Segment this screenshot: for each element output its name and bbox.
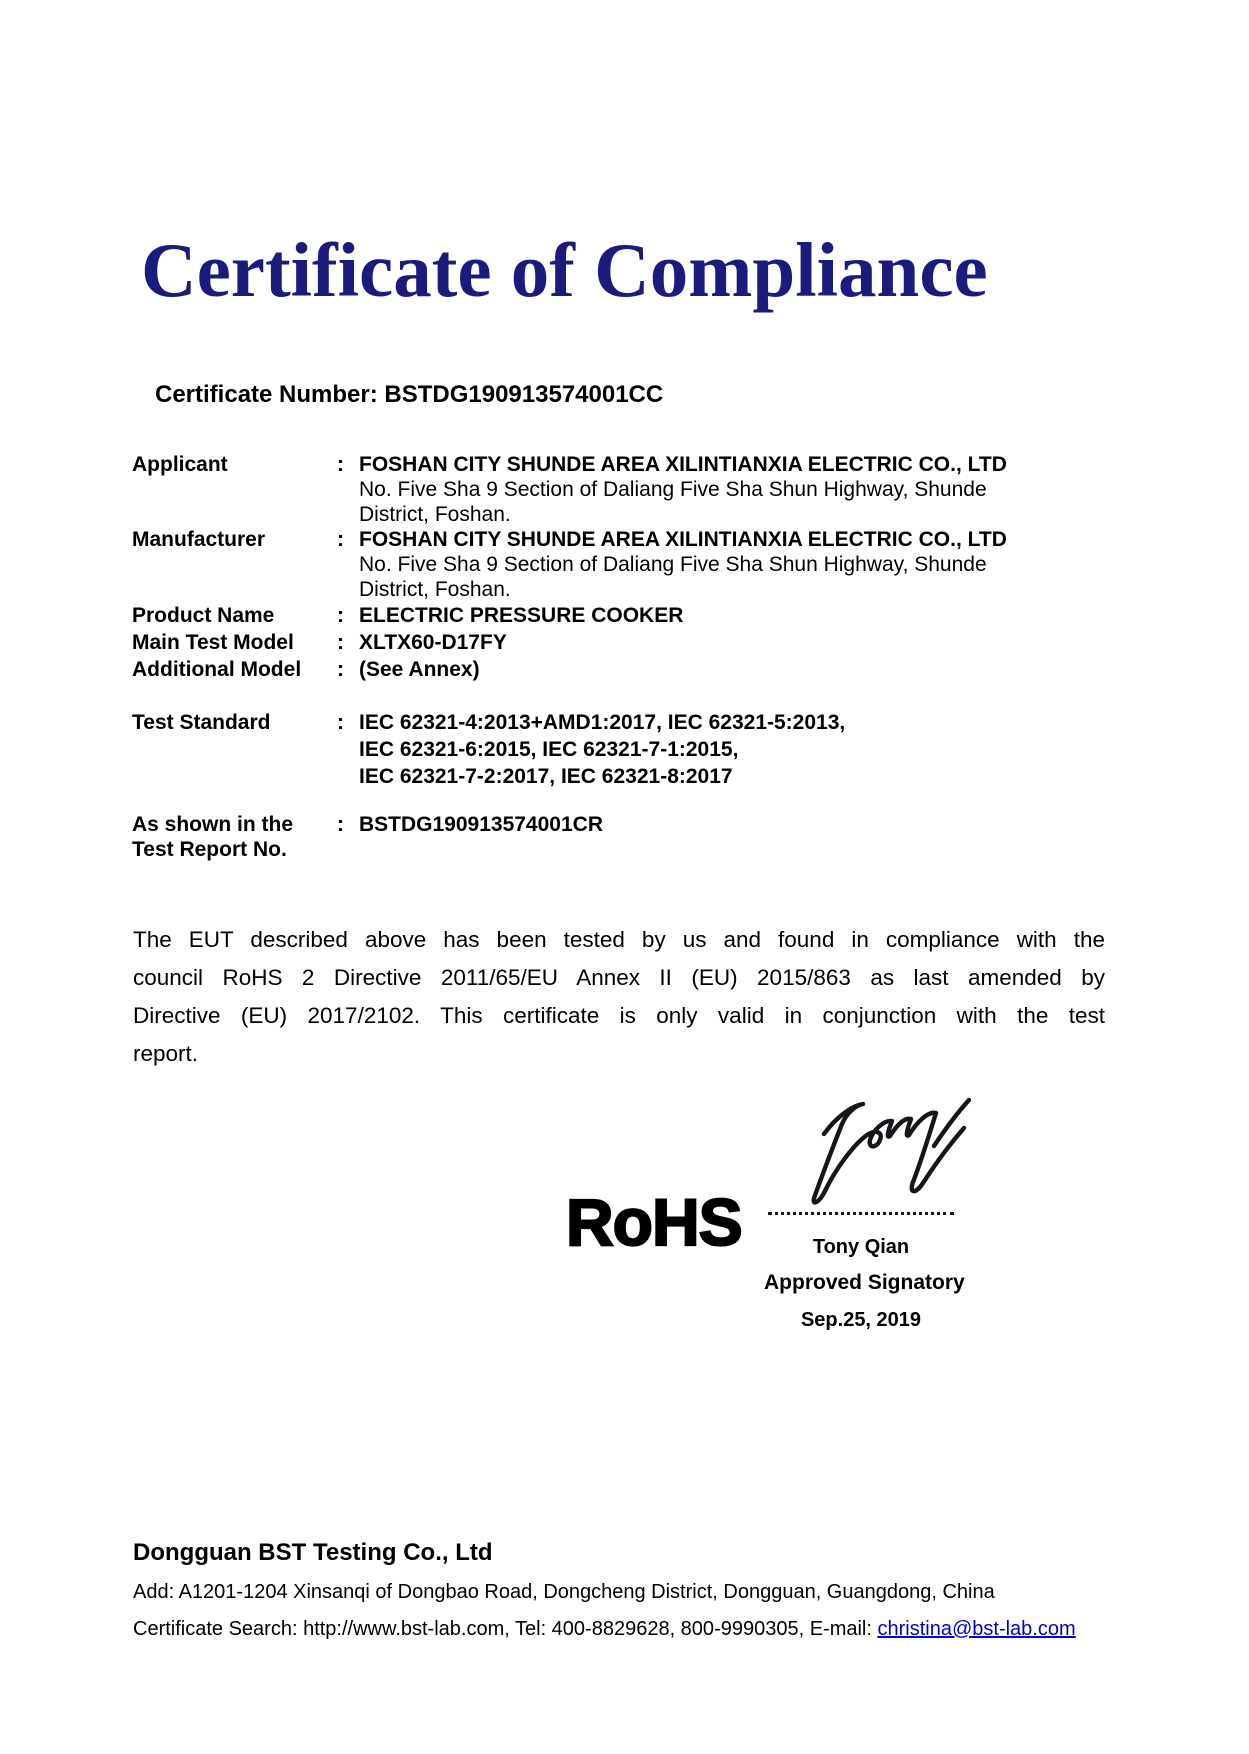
colon-separator: :: [337, 813, 344, 836]
colon-separator: :: [337, 453, 344, 476]
manufacturer-company: FOSHAN CITY SHUNDE AREA XILINTIANXIA ELECTRIC CO., LTD: [359, 528, 1007, 551]
manufacturer-address-line1: No. Five Sha 9 Section of Daliang Five Sha Shun Highway, Shunde: [359, 553, 987, 576]
test-report-label-line1: As shown in the: [132, 813, 294, 836]
test-standard-line3: IEC 62321-7-2:2017, IEC 62321-8:2017: [359, 765, 733, 788]
statement-line: Directive (EU) 2017/2102. This certificate is only valid in conjunction with the test: [133, 1003, 1105, 1028]
manufacturer-value: [359, 527, 1132, 602]
test-standard-label: Test Standard: [132, 711, 271, 734]
test-standard-value: [359, 709, 1132, 790]
rohs-logo: RoHS: [566, 1185, 742, 1259]
email-link[interactable]: christina@bst-lab.com: [877, 1618, 1076, 1640]
main-test-model-label: Main Test Model: [132, 631, 294, 654]
product-name-value: ELECTRIC PRESSURE COOKER: [359, 604, 684, 627]
page-title: Certificate of Compliance: [141, 227, 988, 313]
test-standard-line2: IEC 62321-6:2015, IEC 62321-7-1:2015,: [359, 738, 739, 761]
applicant-address-line2: District, Foshan.: [359, 503, 511, 526]
applicant-address-line1: No. Five Sha 9 Section of Daliang Five Sha Shun Highway, Shunde: [359, 478, 987, 501]
test-report-label: [132, 812, 337, 862]
field-row-product-name: [132, 602, 1132, 629]
statement-line: report.: [133, 1041, 199, 1066]
signature-dotted-line: [768, 1197, 954, 1215]
test-report-value: BSTDG190913574001CR: [359, 813, 603, 836]
signer-name: Tony Qian: [812, 1236, 910, 1258]
applicant-company: FOSHAN CITY SHUNDE AREA XILINTIANXIA ELECTRIC CO., LTD: [359, 453, 1007, 476]
statement-line: council RoHS 2 Directive 2011/65/EU Annex II (EU) 2015/863 as last amended by: [133, 965, 1105, 990]
field-row-applicant: [132, 452, 1132, 527]
manufacturer-address-line2: District, Foshan.: [359, 578, 511, 601]
colon-separator: :: [337, 631, 344, 654]
footer-search-line: [133, 1618, 1076, 1641]
colon-separator: :: [337, 604, 344, 627]
colon-separator: :: [337, 658, 344, 681]
test-report-label-line2: Test Report No.: [132, 838, 287, 861]
additional-model-value: (See Annex): [359, 658, 480, 681]
colon-separator: :: [337, 528, 344, 551]
field-row-additional-model: [132, 656, 1132, 683]
footer-search-text: Certificate Search: http://www.bst-lab.com, Tel: 400-8829628, 800-9990305, E-mail:: [133, 1618, 878, 1640]
signature-image: [764, 1084, 972, 1214]
signer-title: Approved Signatory: [764, 1271, 965, 1294]
colon-separator: :: [337, 711, 344, 734]
applicant-label: Applicant: [132, 453, 228, 476]
compliance-statement: [133, 921, 1105, 1073]
footer-company-name: Dongguan BST Testing Co., Ltd: [133, 1539, 493, 1566]
field-row-manufacturer: [132, 527, 1132, 602]
product-name-label: Product Name: [132, 604, 275, 627]
additional-model-label: Additional Model: [132, 658, 302, 681]
main-test-model-value: XLTX60-D17FY: [359, 631, 507, 654]
applicant-value: [359, 452, 1132, 527]
manufacturer-label: Manufacturer: [132, 528, 266, 551]
statement-line: The EUT described above has been tested by us and found in compliance with the: [133, 927, 1105, 952]
signature-date: Sep.25, 2019: [800, 1309, 922, 1331]
certificate-number: Certificate Number: BSTDG190913574001CC: [155, 381, 664, 408]
footer-address: Add: A1201-1204 Xinsanqi of Dongbao Road, Dongcheng District, Dongguan, Guangdong, China: [133, 1581, 995, 1603]
test-standard-line1: IEC 62321-4:2013+AMD1:2017, IEC 62321-5:2013,: [359, 711, 846, 734]
field-row-test-report: [132, 812, 1132, 862]
certificate-fields: [132, 452, 1132, 862]
field-row-main-test-model: [132, 629, 1132, 656]
field-row-test-standard: [132, 709, 1132, 790]
